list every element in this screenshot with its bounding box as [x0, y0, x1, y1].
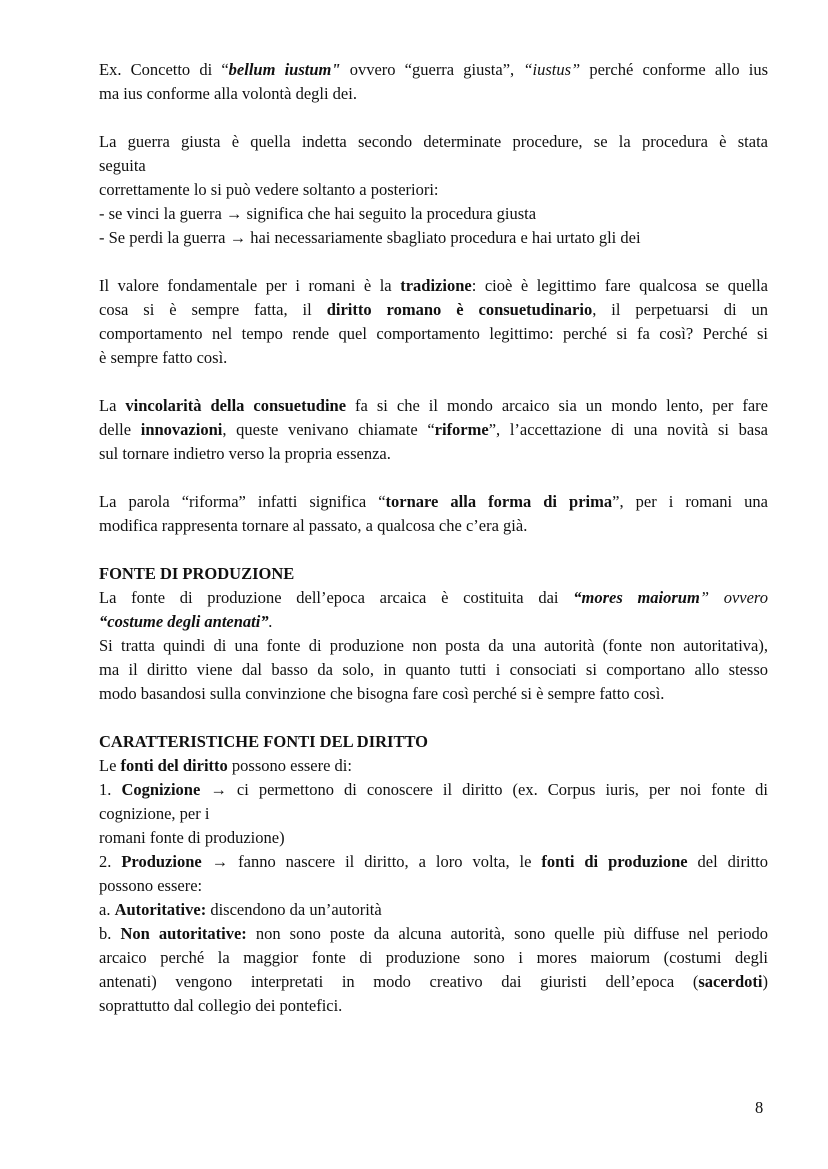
term-tradizione: tradizione: [400, 276, 472, 295]
text-run: La fonte di produzione dell’epoca arcaica è costituita dai: [99, 588, 574, 607]
text-run: ): [762, 972, 768, 991]
section-caratteristiche-fonti: [99, 730, 768, 1018]
term-produzione: Produzione: [121, 852, 202, 871]
term-fonti-del-diritto: fonti del diritto: [120, 756, 228, 775]
paragraph-bellum-iustum: [99, 58, 768, 106]
list-item: [99, 898, 768, 922]
text-run: discendono da un’autorità: [206, 900, 382, 919]
text-run: .: [268, 612, 273, 631]
text-run: → ci permettono di conoscere il diritto (ex. Corpus iuris, per noi fonte di: [200, 780, 769, 799]
text-line: [99, 418, 768, 442]
term-iustus: “iustus”: [523, 60, 581, 79]
text-line: [99, 490, 768, 514]
term-costume-antenati: “costume degli antenati”: [99, 612, 269, 631]
text-run: → fanno nascere il diritto, a loro volta, le: [201, 852, 542, 871]
text-line: ma il diritto viene dal basso da solo, in quanto tutti i consociati si comportano allo stesso: [99, 660, 768, 679]
text-line: ma ius conforme alla volontà degli dei.: [99, 84, 357, 103]
text-line: [99, 754, 768, 778]
text-line: Si tratta quindi di una fonte di produzione non posta da una autorità (fonte non autoritativa),: [99, 636, 768, 655]
text-run: , queste venivano chiamate “: [222, 420, 435, 439]
page-body: [99, 58, 768, 1018]
text-line: [99, 274, 768, 298]
text-run: a.: [99, 900, 115, 919]
term-riforme: riforme: [434, 420, 489, 439]
term-bellum-iustum: bellum iustum": [228, 60, 341, 79]
text-run: 2.: [99, 852, 122, 871]
text-run: delle: [99, 420, 141, 439]
list-item: - Se perdi la guerra → hai necessariamente sbagliato procedura e hai urtato gli dei: [99, 228, 641, 247]
text-run: non sono poste da alcuna autorità, sono quelle più diffuse nel periodo: [246, 924, 768, 943]
text-line: possono essere:: [99, 876, 203, 895]
text-run: possono essere di:: [227, 756, 352, 775]
text-line: cognizione, per i: [99, 804, 210, 823]
text-line: correttamente lo si può vedere soltanto a posteriori:: [99, 180, 439, 199]
term-vincolarita: vincolarità della consuetudine: [125, 396, 347, 415]
text-run: ”, per i romani una: [612, 492, 768, 511]
paragraph-consuetudine: [99, 394, 768, 466]
text-line: comportamento nel tempo rende quel comportamento legittimo: perché si fa così? Perché si: [99, 324, 768, 343]
section-heading: CARATTERISTICHE FONTI DEL DIRITTO: [99, 732, 429, 751]
text-run: b.: [99, 924, 121, 943]
text-line: [99, 394, 768, 418]
list-item: - se vinci la guerra → significa che hai seguito la procedura giusta: [99, 204, 537, 223]
text-line: [99, 586, 768, 610]
term-cognizione: Cognizione: [121, 780, 201, 799]
text-run: perché conforme allo ius: [580, 60, 769, 79]
term-tornare-alla-forma: tornare alla forma di prima: [385, 492, 613, 511]
text-run: del diritto: [687, 852, 768, 871]
term-non-autoritative: Non autoritative:: [120, 924, 247, 943]
text-run: cosa si è sempre fatta, il: [99, 300, 327, 319]
text-run: Il valore fondamentale per i romani è la: [99, 276, 401, 295]
text-line: sul tornare indietro verso la propria essenza.: [99, 444, 391, 463]
text-line: romani fonte di produzione): [99, 828, 285, 847]
term-innovazioni: innovazioni: [140, 420, 223, 439]
text-run: antenati) vengono interpretati in modo creativo dai giuristi dell’epoca (: [99, 972, 699, 991]
text-line: seguita: [99, 156, 146, 175]
list-item: [99, 850, 768, 874]
text-line: arcaico perché la maggior fonte di produzione sono i mores maiorum (costumi degli: [99, 948, 768, 967]
paragraph-riforma: [99, 490, 768, 538]
text-line: soprattutto dal collegio dei pontefici.: [99, 996, 343, 1015]
text-line: [99, 298, 768, 322]
text-run: : cioè è legittimo fare qualcosa se quella: [471, 276, 769, 295]
list-item: [99, 778, 768, 802]
text-run: ovvero “guerra giusta”,: [340, 60, 524, 79]
paragraph-guerra-giusta: [99, 130, 768, 250]
page-number: 8: [755, 1098, 764, 1117]
text-line: è sempre fatto così.: [99, 348, 228, 367]
section-heading: FONTE DI PRODUZIONE: [99, 564, 295, 583]
text-run: ” ovvero: [699, 588, 768, 607]
text-run: fa si che il mondo arcaico sia un mondo lento, per fare: [346, 396, 769, 415]
text-line: modo basandosi sulla convinzione che bisogna fare così perché si è sempre fatto così.: [99, 684, 665, 703]
term-mores-maiorum: “mores maiorum: [573, 588, 700, 607]
text-run: La parola “riforma” infatti significa “: [99, 492, 386, 511]
text-line: modifica rappresenta tornare al passato, a qualcosa che c’era già.: [99, 516, 528, 535]
term-autoritative: Autoritative:: [114, 900, 207, 919]
text-run: ”, l’accettazione di una novità si basa: [488, 420, 768, 439]
text-run: 1.: [99, 780, 122, 799]
term-sacerdoti: sacerdoti: [698, 972, 763, 991]
text-run: La: [99, 396, 126, 415]
text-run: , il perpetuarsi di un: [592, 300, 768, 319]
text-run: Le: [99, 756, 121, 775]
list-item: [99, 922, 768, 946]
text-line: [99, 970, 768, 994]
text-line: [99, 58, 768, 82]
paragraph-tradizione: [99, 274, 768, 370]
text-line: [99, 610, 768, 634]
text-line: La guerra giusta è quella indetta secondo determinate procedure, se la procedura è stata: [99, 132, 768, 151]
section-fonte-di-produzione: [99, 562, 768, 706]
term-diritto-consuetudinario: diritto romano è consuetudinario: [326, 300, 593, 319]
term-fonti-di-produzione: fonti di produzione: [541, 852, 688, 871]
text-run: Ex. Concetto di “: [99, 60, 229, 79]
